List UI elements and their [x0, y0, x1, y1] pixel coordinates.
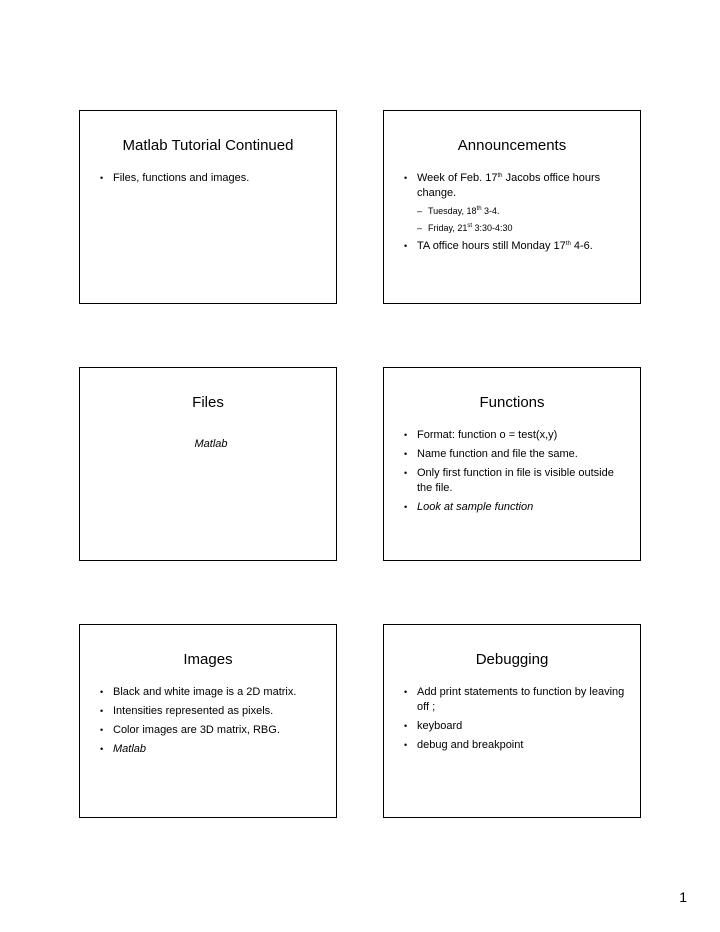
slide-files — [79, 367, 337, 561]
bullet-text: Tuesday, 18 — [428, 206, 477, 216]
slide-text: Matlab — [194, 438, 228, 450]
slide-announcements — [383, 110, 641, 304]
slide-debugging — [383, 624, 641, 818]
bullet-item — [404, 171, 626, 201]
slide-body — [100, 171, 322, 190]
bullet-text: Jacobs office hours change. — [417, 172, 601, 199]
slide-title: Debugging — [475, 651, 549, 668]
slide-functions — [383, 367, 641, 561]
slide-title: Announcements — [457, 137, 567, 154]
superscript: th — [476, 206, 482, 212]
bullet-item: • Color images are 3D matrix, RBG. — [100, 723, 322, 738]
slide-title: Images — [183, 651, 233, 668]
bullet-item: • Look at sample function — [404, 500, 626, 515]
bullet-item: • Files, functions and images. — [100, 171, 322, 186]
bullet-item — [404, 239, 626, 254]
slide-title: Functions — [479, 394, 545, 411]
superscript: th — [497, 173, 503, 179]
slide-body — [404, 428, 626, 519]
bullet-text: Week of Feb. 17 — [417, 172, 498, 184]
slide-body — [100, 685, 322, 761]
slide-matlab-tutorial-continued — [79, 110, 337, 304]
bullet-item: • Only first function in file is visible outside the file. — [404, 466, 626, 496]
bullet-text: 3-4. — [481, 206, 500, 216]
bullet-text: TA office hours still Monday 17 — [417, 240, 566, 252]
bullet-item: • Black and white image is a 2D matrix. — [100, 685, 322, 700]
sub-bullet-item — [404, 222, 626, 234]
bullet-item: • debug and breakpoint — [404, 738, 626, 753]
bullet-item: • Format: function o = test(x,y) — [404, 428, 626, 443]
bullet-text: Friday, 21 — [428, 223, 468, 233]
bullet-item: • keyboard — [404, 719, 626, 734]
slide-title: Files — [192, 394, 224, 411]
bullet-text: 3:30-4:30 — [472, 223, 513, 233]
slide-images — [79, 624, 337, 818]
slide-body — [404, 171, 626, 258]
slide-body — [100, 438, 322, 450]
superscript: th — [565, 241, 571, 247]
bullet-item: • Add print statements to function by leaving off ; — [404, 685, 626, 715]
slide-body — [404, 685, 626, 757]
sub-bullet-item — [404, 205, 626, 217]
bullet-text: 4-6. — [570, 240, 593, 252]
slide-title: Matlab Tutorial Continued — [122, 137, 294, 154]
page-number: 1 — [679, 889, 687, 905]
bullet-item: • Name function and file the same. — [404, 447, 626, 462]
bullet-item: • Matlab — [100, 742, 322, 757]
bullet-item: • Intensities represented as pixels. — [100, 704, 322, 719]
superscript: st — [467, 223, 473, 229]
